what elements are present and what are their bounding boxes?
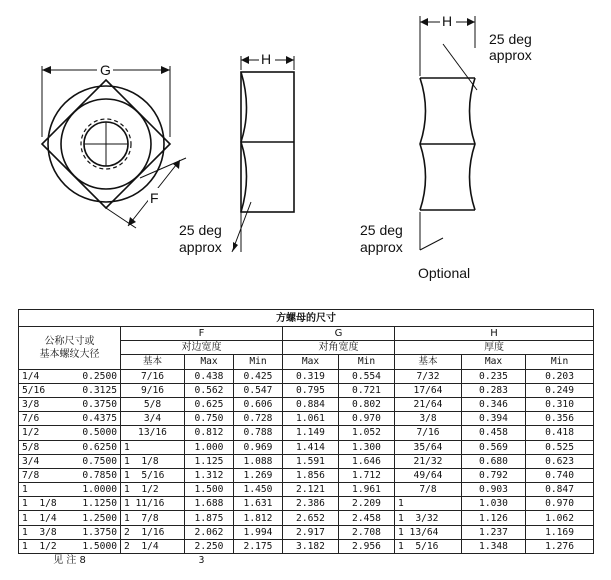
cell-decimal: 0.5000: [67, 426, 121, 440]
cell-g-min: 0.802: [339, 397, 395, 411]
cell-g-max: 0.884: [283, 397, 339, 411]
cell-f-basic: 1 11/16: [121, 497, 185, 511]
angle-label-3b: approx: [360, 239, 403, 255]
optional-label: Optional: [418, 265, 471, 281]
header-h-min: Min: [526, 355, 594, 369]
cell-g-max: 1.856: [283, 468, 339, 482]
cell-f-min: 0.547: [234, 383, 283, 397]
cell-f-min: 1.812: [234, 511, 283, 525]
table-row: [19, 525, 594, 539]
cell-f-min: 0.788: [234, 426, 283, 440]
cell-nominal: 1: [19, 483, 67, 497]
cell-nominal: 5/8: [19, 440, 67, 454]
cell-f-basic: 13/16: [121, 426, 185, 440]
angle-label-2: 25 deg: [489, 31, 532, 47]
cell-f-max: 0.625: [185, 397, 234, 411]
cell-f-basic: 9/16: [121, 383, 185, 397]
cell-nominal: 1/4: [19, 369, 67, 383]
cell-nominal: 3/8: [19, 397, 67, 411]
cell-h-basic: 35/64: [395, 440, 462, 454]
cell-h-max: 0.458: [462, 426, 526, 440]
table-row: [19, 440, 594, 454]
cell-h-basic: 1 5/16: [395, 539, 462, 553]
cell-f-max: 1.500: [185, 483, 234, 497]
cell-g-min: 1.300: [339, 440, 395, 454]
cell-f-basic: 1: [121, 440, 185, 454]
header-g-sub: 对角宽度: [283, 341, 395, 355]
cell-f-max: 0.438: [185, 369, 234, 383]
cell-h-basic: 1: [395, 497, 462, 511]
cell-f-basic: 2 1/4: [121, 539, 185, 553]
cell-h-min: 0.418: [526, 426, 594, 440]
header-f-min: Min: [234, 355, 283, 369]
cell-decimal: 1.0000: [67, 483, 121, 497]
header-f-max: Max: [185, 355, 234, 369]
cell-nominal: 1 3/8: [19, 525, 67, 539]
cell-h-max: 0.903: [462, 483, 526, 497]
cell-f-basic: 1 7/8: [121, 511, 185, 525]
note-value: 3: [198, 555, 205, 567]
cell-h-max: 1.030: [462, 497, 526, 511]
cell-f-min: 0.606: [234, 397, 283, 411]
header-h-max: Max: [462, 355, 526, 369]
cell-f-basic: 1 5/16: [121, 468, 185, 482]
cell-h-basic: 1 13/64: [395, 525, 462, 539]
cell-g-min: 1.052: [339, 426, 395, 440]
cell-g-max: 2.652: [283, 511, 339, 525]
cell-h-basic: 7/8: [395, 483, 462, 497]
cell-g-max: 2.917: [283, 525, 339, 539]
cell-f-basic: 5/8: [121, 397, 185, 411]
cell-h-min: 0.249: [526, 383, 594, 397]
cell-h-min: 0.623: [526, 454, 594, 468]
cell-f-max: 0.562: [185, 383, 234, 397]
table-note-row: [19, 554, 594, 568]
cell-nominal: 1/2: [19, 426, 67, 440]
cell-decimal: 1.1250: [67, 497, 121, 511]
cell-g-max: 2.386: [283, 497, 339, 511]
cell-h-basic: 7/16: [395, 426, 462, 440]
cell-f-min: 0.728: [234, 412, 283, 426]
cell-h-min: 0.356: [526, 412, 594, 426]
cell-h-max: 1.348: [462, 539, 526, 553]
cell-nominal: 1 1/8: [19, 497, 67, 511]
table-row: [19, 369, 594, 383]
cell-g-min: 2.956: [339, 539, 395, 553]
cell-h-max: 0.235: [462, 369, 526, 383]
header-g-min: Min: [339, 355, 395, 369]
cell-f-min: 1.994: [234, 525, 283, 539]
cell-g-min: 2.708: [339, 525, 395, 539]
angle-label-2b: approx: [489, 47, 532, 63]
note-label: 见 注 8: [53, 555, 86, 567]
cell-decimal: 0.6250: [67, 440, 121, 454]
header-f-basic: 基本: [121, 355, 185, 369]
cell-decimal: 0.7500: [67, 454, 121, 468]
cell-h-min: 0.847: [526, 483, 594, 497]
header-nominal-line1: 公称尺寸或: [44, 335, 95, 347]
cell-decimal: 0.4375: [67, 412, 121, 426]
cell-h-min: 0.740: [526, 468, 594, 482]
header-nominal: [19, 327, 121, 370]
cell-g-min: 1.712: [339, 468, 395, 482]
cell-h-max: 0.680: [462, 454, 526, 468]
header-h-basic: 基本: [395, 355, 462, 369]
cell-g-max: 1.414: [283, 440, 339, 454]
cell-g-max: 1.149: [283, 426, 339, 440]
cell-g-min: 2.209: [339, 497, 395, 511]
cell-decimal: 1.2500: [67, 511, 121, 525]
cell-f-max: 1.000: [185, 440, 234, 454]
cell-nominal: 5/16: [19, 383, 67, 397]
cell-f-max: 0.812: [185, 426, 234, 440]
table-body: [19, 369, 594, 567]
table-row: [19, 483, 594, 497]
cell-nominal: 1 1/4: [19, 511, 67, 525]
cell-h-min: 0.310: [526, 397, 594, 411]
cell-decimal: 1.5000: [67, 539, 121, 553]
label-h-optional: H: [442, 13, 453, 29]
cell-f-basic: 1 1/2: [121, 483, 185, 497]
note-blank-cell: [283, 554, 594, 568]
table-row: [19, 539, 594, 553]
cell-g-min: 0.970: [339, 412, 395, 426]
header-h-sub: 厚度: [395, 341, 594, 355]
table-row: [19, 397, 594, 411]
header-nominal-line2: 基本螺纹大径: [39, 348, 100, 360]
cell-h-basic: 1 3/32: [395, 511, 462, 525]
cell-g-max: 3.182: [283, 539, 339, 553]
table-row: [19, 426, 594, 440]
cell-f-max: 1.312: [185, 468, 234, 482]
cell-g-min: 1.961: [339, 483, 395, 497]
cell-decimal: 0.7850: [67, 468, 121, 482]
cell-f-max: 0.750: [185, 412, 234, 426]
table-row: [19, 454, 594, 468]
header-f: F: [121, 327, 283, 341]
cell-f-basic: 3/4: [121, 412, 185, 426]
table-row: [19, 383, 594, 397]
cell-f-min: 1.269: [234, 468, 283, 482]
cell-f-min: 0.969: [234, 440, 283, 454]
label-g: G: [100, 62, 111, 78]
cell-g-min: 0.721: [339, 383, 395, 397]
cell-h-max: 0.569: [462, 440, 526, 454]
header-g-max: Max: [283, 355, 339, 369]
label-h: H: [261, 51, 272, 67]
cell-h-basic: 3/8: [395, 412, 462, 426]
header-g: G: [283, 327, 395, 341]
cell-g-min: 2.458: [339, 511, 395, 525]
table-title: 方螺母的尺寸: [19, 310, 594, 327]
cell-decimal: 1.3750: [67, 525, 121, 539]
cell-h-min: 1.169: [526, 525, 594, 539]
cell-h-basic: 21/32: [395, 454, 462, 468]
cell-h-min: 0.970: [526, 497, 594, 511]
table-row: [19, 468, 594, 482]
cell-nominal: 7/6: [19, 412, 67, 426]
cell-g-min: 1.646: [339, 454, 395, 468]
cell-h-basic: 17/64: [395, 383, 462, 397]
cell-h-max: 1.126: [462, 511, 526, 525]
cell-f-basic: 2 1/16: [121, 525, 185, 539]
cell-h-max: 0.283: [462, 383, 526, 397]
cell-g-max: 1.061: [283, 412, 339, 426]
dimension-table-wrapper: [18, 309, 593, 567]
cell-h-min: 1.276: [526, 539, 594, 553]
cell-g-max: 0.795: [283, 383, 339, 397]
cell-f-min: 0.425: [234, 369, 283, 383]
label-f: F: [150, 190, 159, 206]
cell-h-basic: 21/64: [395, 397, 462, 411]
cell-f-max: 1.125: [185, 454, 234, 468]
cell-decimal: 0.3750: [67, 397, 121, 411]
cell-nominal: 7/8: [19, 468, 67, 482]
cell-nominal: 3/4: [19, 454, 67, 468]
cell-f-max: 2.250: [185, 539, 234, 553]
cell-h-min: 1.062: [526, 511, 594, 525]
cell-h-min: 0.525: [526, 440, 594, 454]
cell-h-min: 0.203: [526, 369, 594, 383]
cell-f-min: 2.175: [234, 539, 283, 553]
square-nut-dimension-table: [18, 309, 594, 567]
cell-h-max: 1.237: [462, 525, 526, 539]
cell-f-basic: 1 1/8: [121, 454, 185, 468]
cell-f-min: 1.450: [234, 483, 283, 497]
cell-h-max: 0.792: [462, 468, 526, 482]
angle-label-3: 25 deg: [360, 222, 403, 238]
cell-g-max: 2.121: [283, 483, 339, 497]
table-row: [19, 497, 594, 511]
cell-f-max: 2.062: [185, 525, 234, 539]
cell-h-max: 0.394: [462, 412, 526, 426]
angle-label-1b: approx: [179, 239, 222, 255]
cell-nominal: 1 1/2: [19, 539, 67, 553]
cell-f-min: 1.631: [234, 497, 283, 511]
cell-g-min: 0.554: [339, 369, 395, 383]
header-h: H: [395, 327, 594, 341]
header-f-sub: 对边宽度: [121, 341, 283, 355]
cell-h-basic: 7/32: [395, 369, 462, 383]
table-row: [19, 511, 594, 525]
cell-f-max: 1.688: [185, 497, 234, 511]
table-row: [19, 412, 594, 426]
cell-f-max: 1.875: [185, 511, 234, 525]
cell-h-max: 0.346: [462, 397, 526, 411]
angle-label-1: 25 deg: [179, 222, 222, 238]
cell-g-max: 1.591: [283, 454, 339, 468]
cell-decimal: 0.2500: [67, 369, 121, 383]
cell-f-min: 1.088: [234, 454, 283, 468]
cell-f-basic: 7/16: [121, 369, 185, 383]
cell-g-max: 0.319: [283, 369, 339, 383]
cell-h-basic: 49/64: [395, 468, 462, 482]
cell-decimal: 0.3125: [67, 383, 121, 397]
